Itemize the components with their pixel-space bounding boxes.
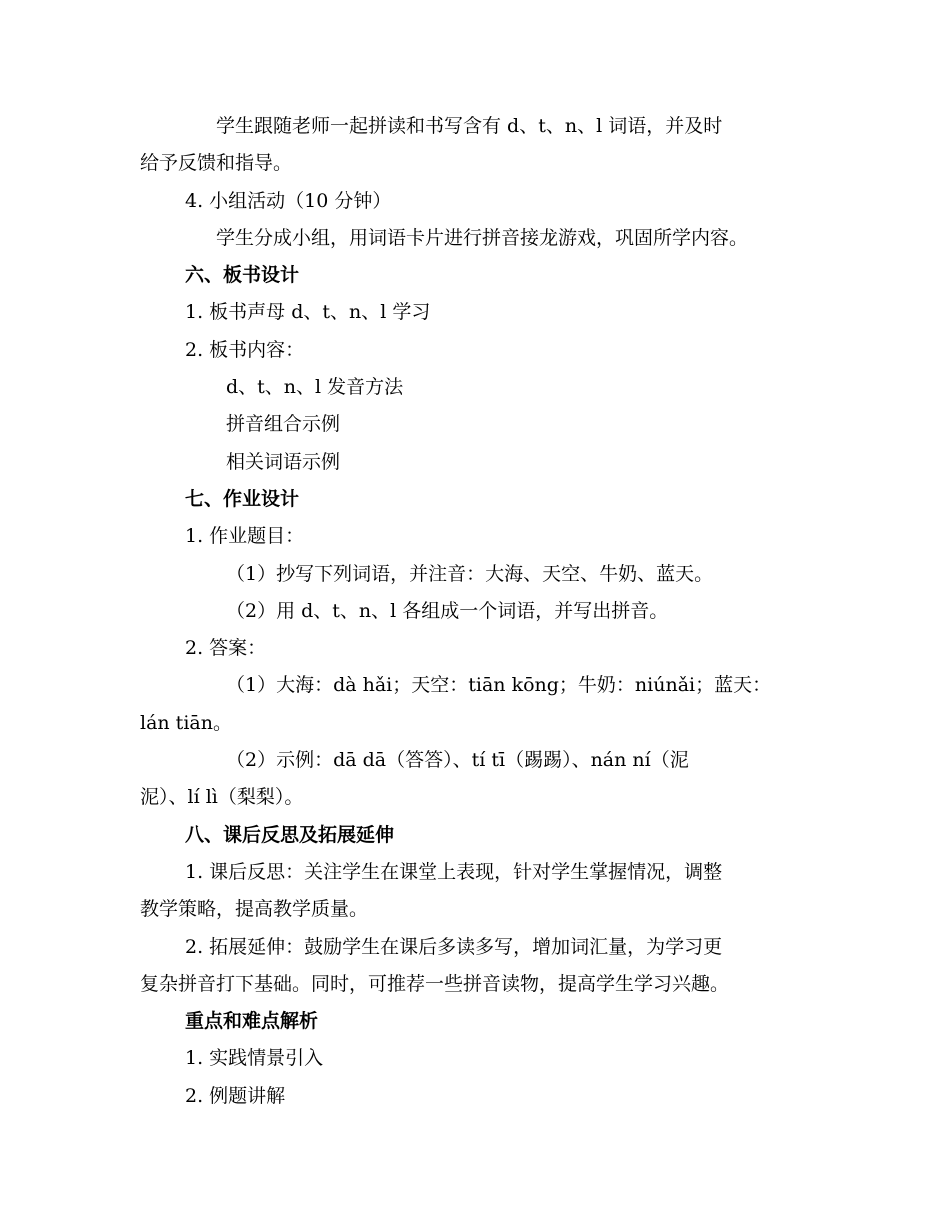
section-heading: 重点和难点解析: [185, 1010, 319, 1033]
list-item: 2. 答案：: [185, 637, 267, 660]
sub-item: （2）用 d、t、n、l 各组成一个词语，并写出拼音。: [226, 599, 669, 622]
sub-item: d、t、n、l 发音方法: [226, 376, 404, 399]
paragraph-line: 教学策略，提高教学质量。: [140, 898, 369, 921]
sub-item: （1）抄写下列词语，并注音：大海、天空、牛奶、蓝天。: [226, 562, 714, 585]
list-item: 2. 例题讲解: [185, 1084, 286, 1107]
list-item: 4. 小组活动（10 分钟）: [185, 189, 392, 212]
sub-item: 相关词语示例: [226, 450, 341, 473]
sub-item: （1）大海：dà hǎi；天空：tiān kōng；牛奶：niúnǎi；蓝天：: [226, 674, 772, 697]
list-item: 1. 板书声母 d、t、n、l 学习: [185, 301, 431, 324]
paragraph-line: 学生分成小组，用词语卡片进行拼音接龙游戏，巩固所学内容。: [216, 226, 749, 249]
list-item: 2. 拓展延伸：鼓励学生在课后多读多写，增加词汇量，为学习更: [185, 935, 723, 958]
list-item: 2. 板书内容：: [185, 338, 305, 361]
section-heading: 七、作业设计: [185, 487, 300, 510]
sub-item: 拼音组合示例: [226, 413, 341, 436]
section-heading: 八、课后反思及拓展延伸: [185, 823, 395, 846]
list-item: 1. 课后反思：关注学生在课堂上表现，针对学生掌握情况，调整: [185, 860, 723, 883]
list-item: 1. 作业题目：: [185, 525, 305, 548]
paragraph-line: 复杂拼音打下基础。同时，可推荐一些拼音读物，提高学生学习兴趣。: [140, 972, 730, 995]
list-item: 1. 实践情景引入: [185, 1047, 324, 1070]
document-page: [140, 108, 820, 1115]
sub-item: （2）示例：dā dā（答答）、tí tī（踢踢）、nán ní（泥: [226, 749, 689, 772]
section-heading: 六、板书设计: [185, 264, 300, 287]
paragraph-line: 给予反馈和指导。: [140, 152, 293, 175]
paragraph-line: 学生跟随老师一起拼读和书写含有 d、t、n、l 词语，并及时: [216, 115, 723, 137]
paragraph-line: lán tiān。: [140, 711, 232, 734]
paragraph-line: 泥）、lí lì（梨梨）。: [140, 786, 304, 809]
